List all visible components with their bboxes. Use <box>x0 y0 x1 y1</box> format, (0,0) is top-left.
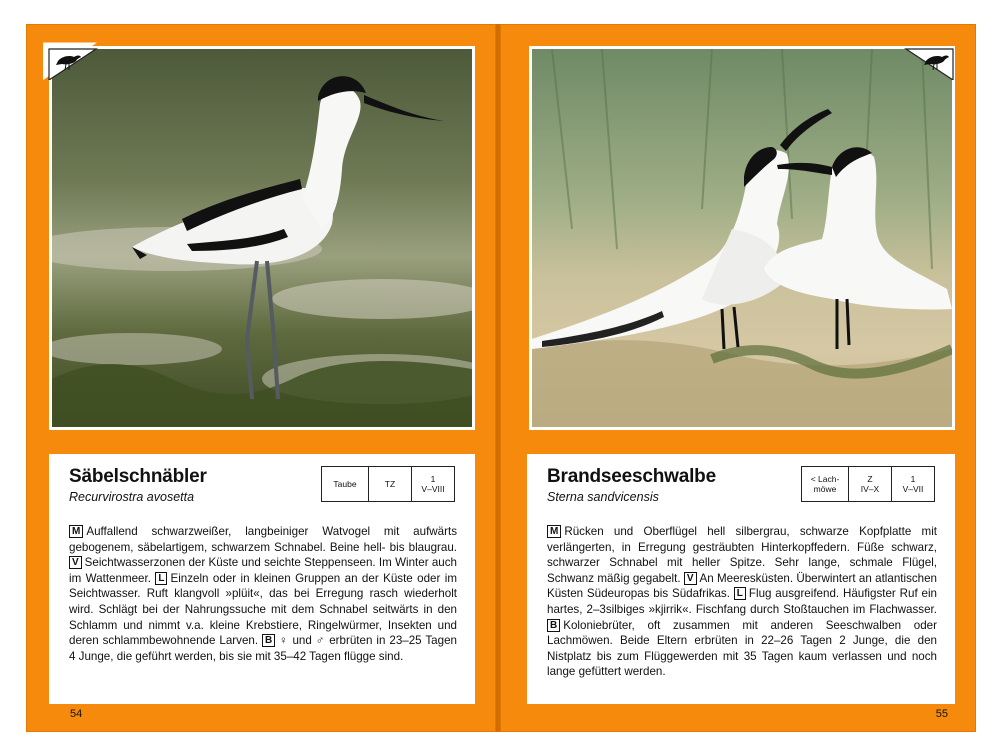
bird-silhouette-icon <box>904 24 976 80</box>
right-page <box>500 24 976 732</box>
key-marker: V <box>69 556 82 569</box>
species-title: Säbelschnäbler <box>69 466 207 487</box>
key-marker: B <box>547 619 560 632</box>
species-text-panel <box>527 454 955 704</box>
key-marker: L <box>155 572 167 585</box>
key-marker: B <box>262 634 275 647</box>
page-number: 55 <box>935 708 948 720</box>
key-marker: V <box>684 572 697 585</box>
code-table <box>801 466 935 502</box>
latin-name: Sterna sandvicensis <box>547 490 659 504</box>
description-text <box>547 524 937 680</box>
paragraph-text: Seichtwasserzonen der Küste und seichte Steppenseen. Im Winter auch im Wattenmeer. <box>69 556 457 585</box>
paragraph-text: Flug ausgreifend. Häufigster Ruf ein hartes, 2–3silbiges »kjirrik«. Fischfang durch Stoßtauchen im Flachwasser. <box>547 587 937 616</box>
code-cell: 1 V–VIII <box>411 467 454 501</box>
paragraph-text: Einzeln oder in kleinen Gruppen an der Küste oder im Seichtwasser. Ruft klangvoll »plüit«, das bei Erregung rasch wiederholt wird. Schlägt bei der Nahrungssuche mit dem Schnabel seitwärts in den Schlamm und nimmt v.a. kleine Krebstiere, Ringelwürmer, Insekten und deren schlammbewohnende Larven. <box>69 571 457 648</box>
latin-name: Recurvirostra avosetta <box>69 490 195 504</box>
book-spread <box>26 24 976 732</box>
avocet-illustration <box>52 49 472 427</box>
paragraph-text: Koloniebrüter, oft zusammen mit anderen Seeschwalben oder Lachmöwen. Beide Eltern erbrüten in 22–26 Tagen 2 Junge, die den Nistplatz bis zum Flüggewerden mit 35 Tagen kaum verlassen und noch lange gefüttert werden. <box>547 618 937 679</box>
terns-illustration <box>532 49 952 427</box>
code-cell: Z IV–X <box>848 467 891 501</box>
paragraph-text: An Meeresküsten. Überwintert an atlantischen Küsten Südeuropas bis Südafrikas. <box>547 571 938 601</box>
species-text-panel <box>49 454 475 704</box>
avocet-photo <box>49 46 475 430</box>
species-title: Brandseeschwalbe <box>547 466 716 487</box>
paragraph-text: Auffallend schwarzweißer, langbeiniger Watvogel mit aufwärts gebogenem, säbelartigem, schwarzem Schnabel. Beine hell- bis blaugrau. <box>69 525 457 554</box>
description-text <box>69 524 457 664</box>
code-table <box>321 466 455 502</box>
key-marker: M <box>69 525 83 538</box>
key-marker: M <box>547 525 561 538</box>
bird-silhouette-icon <box>26 24 98 80</box>
page-number: 54 <box>70 708 83 720</box>
code-cell: 1 V–VII <box>891 467 934 501</box>
paragraph-text: ♀ und ♂ erbrüten in 23–25 Tagen 4 Junge, die geführt werden, bis sie mit 35–42 Tagen flügge sind. <box>69 634 457 663</box>
code-cell: Taube <box>333 479 357 489</box>
paragraph-text: Rücken und Oberflügel hell silbergrau, schwarze Kopfplatte mit verlängerten, in Erregung gesträubten Hinterkopffedern. Füße schwarz, schwarzer Schnabel mit heller Spitze. Sehr lange, schmale Flügel, Schwanz mäßig gegabelt. <box>547 525 937 585</box>
code-cell: TZ <box>368 467 411 501</box>
code-cell: < Lach- möwe <box>810 474 840 494</box>
key-marker: L <box>734 587 746 600</box>
left-page <box>26 24 496 732</box>
sandwich-tern-photo <box>529 46 955 430</box>
